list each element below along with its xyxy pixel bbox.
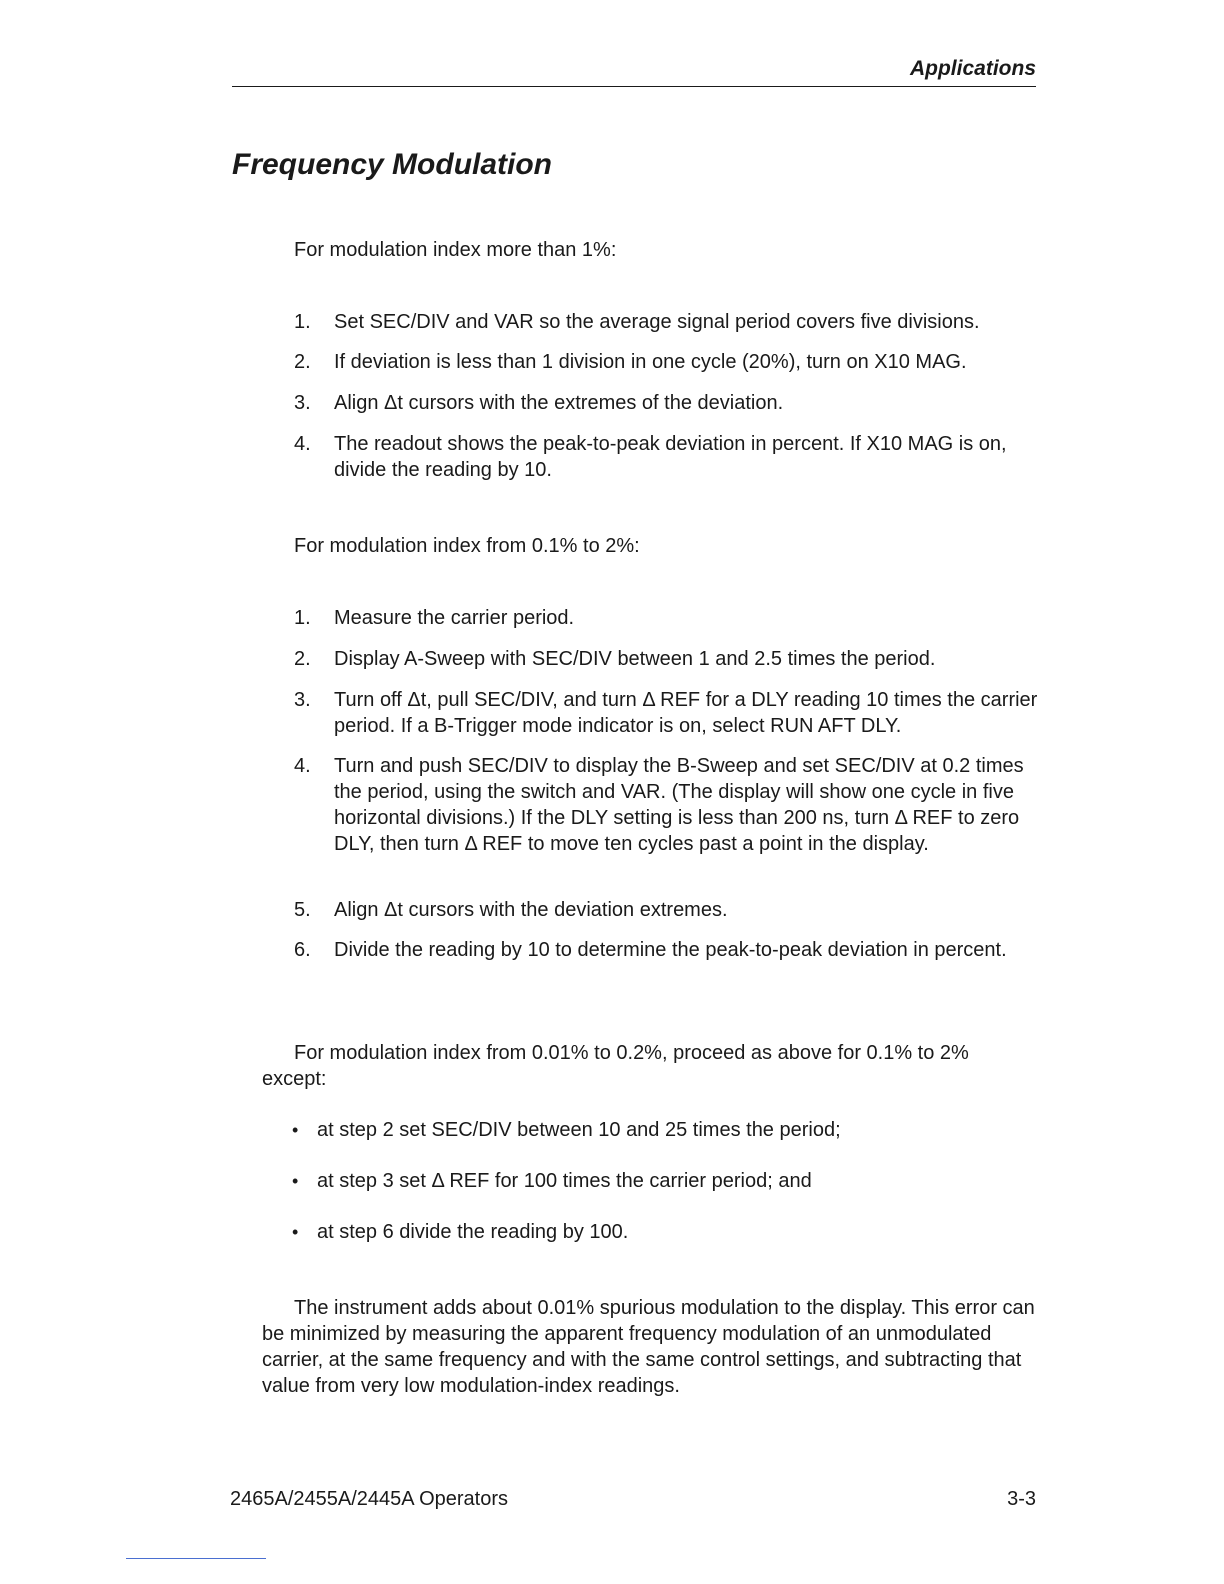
- step-text: Align Δt cursors with the deviation extremes.: [334, 899, 728, 921]
- step-text: If deviation is less than 1 division in one cycle (20%), turn on X10 MAG.: [334, 351, 967, 373]
- bullet-item-3: [292, 1219, 1036, 1245]
- footer-manual-title: 2465A/2455A/2445A Operators: [230, 1488, 508, 1510]
- bullet-text: at step 3 set Δ REF for 100 times the carrier period; and: [317, 1170, 812, 1192]
- section2-step-5: [294, 897, 1038, 923]
- section1-step-3: [294, 390, 1038, 416]
- step-number: 3.: [294, 392, 311, 414]
- step-number: 3.: [294, 689, 311, 711]
- section2-step-2: [294, 646, 1038, 672]
- step-number: 2.: [294, 648, 311, 670]
- header-rule: [232, 86, 1036, 87]
- closing-paragraph: The instrument adds about 0.01% spurious modulation to the display. This error can be minimized by measuring the apparent frequency modulation of an unmodulated carrier, at the same frequency and with the same control settings, and subtracting that value from very low modulation-index readings.: [262, 1297, 1035, 1397]
- page-title: Frequency Modulation: [232, 148, 553, 181]
- step-text: Set SEC/DIV and VAR so the average signal period covers five divisions.: [334, 311, 980, 333]
- step-text: The readout shows the peak-to-peak deviation in percent. If X10 MAG is on, divide the reading by 10.: [334, 433, 1007, 481]
- step-text: Divide the reading by 10 to determine the peak-to-peak deviation in percent.: [334, 939, 1007, 961]
- step-number: 4.: [294, 755, 311, 777]
- bullet-text: at step 2 set SEC/DIV between 10 and 25 times the period;: [317, 1119, 841, 1141]
- scan-edge-line: [126, 1558, 266, 1559]
- step-number: 2.: [294, 351, 311, 373]
- section1-step-1: [294, 309, 1038, 335]
- footer-page-number: 3-3: [1007, 1488, 1036, 1510]
- step-text: Align Δt cursors with the extremes of the deviation.: [334, 392, 784, 414]
- section2-step-3: [294, 687, 1038, 739]
- bullet-symbol: •: [292, 1120, 299, 1140]
- bullet-item-2: [292, 1168, 1036, 1194]
- bullet-item-1: [292, 1117, 1036, 1143]
- section1-step-2: [294, 349, 1038, 375]
- bullet-symbol: •: [292, 1171, 299, 1191]
- section1-intro: For modulation index more than 1%:: [294, 239, 617, 261]
- step-number: 6.: [294, 939, 311, 961]
- section1-step-4: [294, 431, 1038, 483]
- section2-intro: For modulation index from 0.1% to 2%:: [294, 535, 640, 557]
- bullet-symbol: •: [292, 1222, 299, 1242]
- step-number: 4.: [294, 433, 311, 455]
- step-number: 1.: [294, 311, 311, 333]
- bullet-text: at step 6 divide the reading by 100.: [317, 1221, 629, 1243]
- step-text: Measure the carrier period.: [334, 607, 575, 629]
- step-number: 1.: [294, 607, 311, 629]
- step-number: 5.: [294, 899, 311, 921]
- section3-intro: For modulation index from 0.01% to 0.2%, proceed as above for 0.1% to 2% except:: [262, 1042, 969, 1090]
- step-text: Turn and push SEC/DIV to display the B-Sweep and set SEC/DIV at 0.2 times the period, using the switch and VAR. (The display will show one cycle in five horizontal divisions.) If the DLY setting is less than 200 ns, turn Δ REF to zero DLY, then turn Δ REF to move ten cycles past a point in the display.: [334, 755, 1024, 855]
- running-head: Applications: [909, 57, 1036, 80]
- step-text: Turn off Δt, pull SEC/DIV, and turn Δ REF for a DLY reading 10 times the carrier period. If a B-Trigger mode indicator is on, select RUN AFT DLY.: [334, 689, 1038, 737]
- section2-step-4: [294, 753, 1038, 857]
- section2-step-6: [294, 937, 1038, 963]
- step-text: Display A-Sweep with SEC/DIV between 1 and 2.5 times the period.: [334, 648, 936, 670]
- section2-step-1: [294, 605, 1038, 631]
